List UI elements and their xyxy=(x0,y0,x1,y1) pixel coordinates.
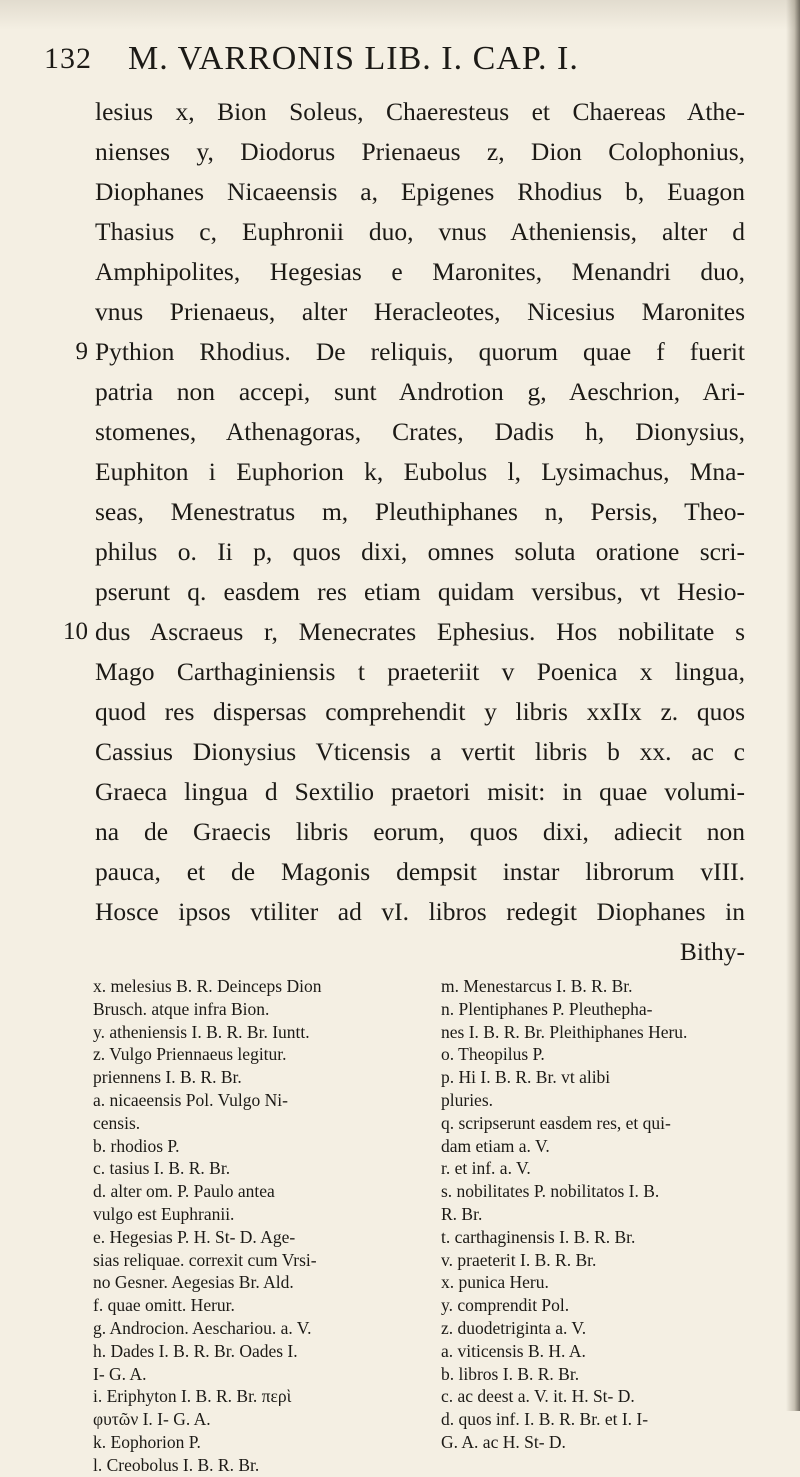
line-number: 10 xyxy=(63,618,88,645)
footnote: a. nicaeensis Pol. Vulgo Ni- xyxy=(93,1089,288,1110)
page-edge-shadow xyxy=(0,0,800,30)
footnotes-left xyxy=(93,975,423,1477)
footnote: a. viticensis B. H. A. xyxy=(441,1340,586,1361)
text-line: pserunt q. easdem res etiam quidam versibus, vt Hesio- xyxy=(95,577,745,606)
text-line: Diophanes Nicaeensis a, Epigenes Rhodius b, Euagon xyxy=(95,177,745,206)
footnote: x. punica Heru. xyxy=(441,1272,549,1293)
footnote: t. carthaginensis I. B. R. Br. xyxy=(441,1226,636,1247)
text-line: lesius x, Bion Soleus, Chaeresteus et Chaereas Athe- xyxy=(95,97,745,126)
footnote: Brusch. atque infra Bion. xyxy=(93,998,270,1019)
binding-shadow xyxy=(786,0,800,1411)
footnote: z. Vulgo Priennaeus legitur. xyxy=(93,1044,287,1065)
footnote: no Gesner. Aegesias Br. Ald. xyxy=(93,1272,294,1293)
footnote: c. tasius I. B. R. Br. xyxy=(93,1158,231,1179)
footnote: y. comprendit Pol. xyxy=(441,1295,570,1316)
footnote: d. alter om. P. Paulo antea xyxy=(93,1181,275,1202)
footnote: o. Theopilus P. xyxy=(441,1044,545,1065)
footnote: φυτῶν I. I- G. A. xyxy=(93,1409,211,1430)
text-line: nienses y, Diodorus Prienaeus z, Dion Colophonius, xyxy=(95,137,745,166)
footnote: y. atheniensis I. B. R. Br. Iuntt. xyxy=(93,1021,310,1042)
text-line: Graeca lingua d Sextilio praetori misit: in quae volumi- xyxy=(95,777,745,806)
footnote: R. Br. xyxy=(441,1203,483,1224)
text-line: Euphiton i Euphorion k, Eubolus l, Lysimachus, Mna- xyxy=(95,457,745,486)
text-line: philus o. Ii p, quos dixi, omnes soluta oratione scri- xyxy=(95,537,745,566)
footnote: q. scripserunt easdem res, et qui- xyxy=(441,1112,671,1133)
text-line: Mago Carthaginiensis t praeteriit v Poenica x lingua, xyxy=(95,657,745,686)
footnote: g. Androcion. Aeschariou. a. V. xyxy=(93,1317,312,1338)
footnote: z. duodetriginta a. V. xyxy=(441,1317,587,1338)
footnote: I- G. A. xyxy=(93,1363,147,1384)
text-line: Cassius Dionysius Vticensis a vertit libris b xx. ac c xyxy=(95,737,745,766)
footnote: priennens I. B. R. Br. xyxy=(93,1067,242,1088)
text-line: Amphipolites, Hegesias e Maronites, Menandri duo, xyxy=(95,257,745,286)
text-line: Hosce ipsos vtiliter ad vI. libros redegit Diophanes in xyxy=(95,897,745,926)
footnote: n. Plentiphanes P. Pleuthepha- xyxy=(441,998,653,1019)
text-line: dus Ascraeus r, Menecrates Ephesius. Hos nobilitate s xyxy=(95,617,745,646)
footnote: b. rhodios P. xyxy=(93,1135,180,1156)
running-header xyxy=(44,40,744,88)
footnote: c. ac deest a. V. it. H. St- D. xyxy=(441,1386,635,1407)
page-number: 132 xyxy=(44,42,92,75)
footnote: b. libros I. B. R. Br. xyxy=(441,1363,580,1384)
footnote: r. et inf. a. V. xyxy=(441,1158,531,1179)
footnote: sias reliquae. correxit cum Vrsi- xyxy=(93,1249,317,1270)
text-line: stomenes, Athenagoras, Crates, Dadis h, Dionysius, xyxy=(95,417,745,446)
text-line: vnus Prienaeus, alter Heracleotes, Nicesius Maronites xyxy=(95,297,745,326)
footnote: s. nobilitates P. nobilitatos I. B. xyxy=(441,1181,660,1202)
footnote: e. Hegesias P. H. St- D. Age- xyxy=(93,1226,296,1247)
text-line: seas, Menestratus m, Pleuthiphanes n, Persis, Theo- xyxy=(95,497,745,526)
footnote: i. Eriphyton I. B. R. Br. περὶ xyxy=(93,1386,292,1407)
footnote: k. Eophorion P. xyxy=(93,1431,201,1452)
text-line: na de Graecis libris eorum, quos dixi, adiecit non xyxy=(95,817,745,846)
text-line: pauca, et de Magonis dempsit instar librorum vIII. xyxy=(95,857,745,886)
footnote: censis. xyxy=(93,1112,141,1133)
text-line: patria non accepi, sunt Androtion g, Aeschrion, Ari- xyxy=(95,377,745,406)
footnote: dam etiam a. V. xyxy=(441,1135,550,1156)
footnotes-right xyxy=(441,975,771,1454)
footnote: v. praeterit I. B. R. Br. xyxy=(441,1249,597,1270)
catchword: Bithy- xyxy=(679,937,745,966)
footnote: G. A. ac H. St- D. xyxy=(441,1431,566,1452)
footnote: p. Hi I. B. R. Br. vt alibi xyxy=(441,1067,611,1088)
text-line: Pythion Rhodius. De reliquis, quorum quae f fuerit xyxy=(95,337,745,366)
text-line: quod res dispersas comprehendit y libris xxIIx z. quos xyxy=(95,697,745,726)
footnote: m. Menestarcus I. B. R. Br. xyxy=(441,976,633,996)
footnote: d. quos inf. I. B. R. Br. et I. I- xyxy=(441,1409,649,1430)
footnote: x. melesius B. R. Deinceps Dion xyxy=(93,976,322,996)
footnote: nes I. B. R. Br. Pleithiphanes Heru. xyxy=(441,1021,688,1042)
running-title: M. VARRONIS LIB. I. CAP. I. xyxy=(128,40,579,77)
line-number: 9 xyxy=(75,338,88,365)
footnote: l. Creobolus I. B. R. Br. xyxy=(93,1454,260,1475)
footnote: vulgo est Euphranii. xyxy=(93,1203,235,1224)
footnote: f. quae omitt. Herur. xyxy=(93,1295,235,1316)
text-line: Thasius c, Euphronii duo, vnus Atheniensis, alter d xyxy=(95,217,745,246)
footnote: pluries. xyxy=(441,1089,494,1110)
footnote: h. Dades I. B. R. Br. Oades I. xyxy=(93,1340,298,1361)
